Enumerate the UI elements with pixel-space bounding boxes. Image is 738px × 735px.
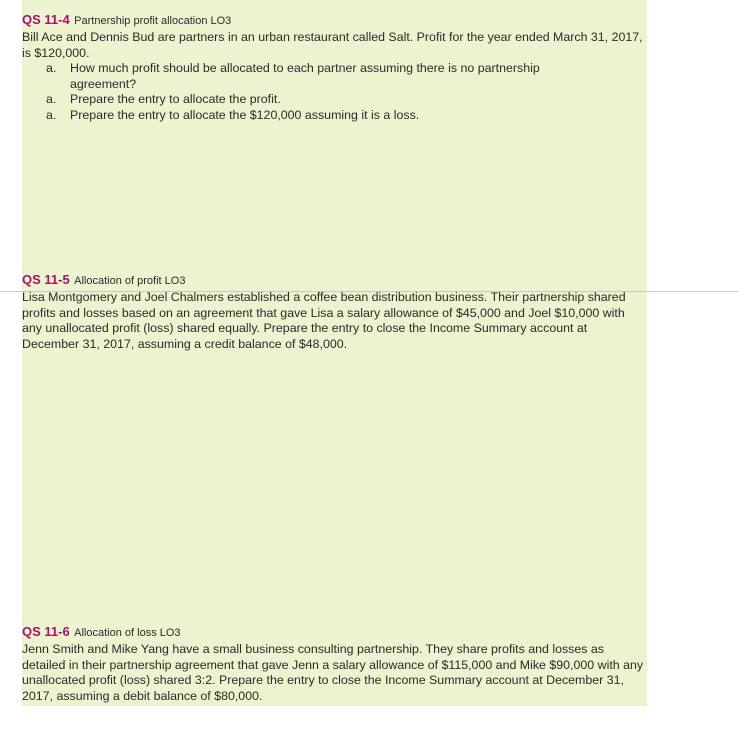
question-body: Bill Ace and Dennis Bud are partners in an urban restaurant called Salt. Profit for the year ended March 31, 2017, is $120,000. bbox=[22, 30, 643, 60]
question-items bbox=[22, 61, 647, 123]
list-item-text: Prepare the entry to allocate the profit. bbox=[70, 92, 281, 107]
question-body: Jenn Smith and Mike Yang have a small business consulting partnership. They share profits and losses as detailed in their partnership agreement that gave Jenn a salary allowance of $115,000 and Mike $90,000 with any unallocated profit (loss) shared 3:2. Prepare the entry to close the Income Summary account at December 31, 2017, assuming a debit balance of $80,000. bbox=[22, 642, 644, 703]
question-code: QS 11-6 bbox=[22, 624, 70, 639]
list-marker: a. bbox=[46, 61, 57, 76]
list-item bbox=[22, 92, 647, 108]
question-heading bbox=[22, 272, 647, 289]
list-item bbox=[22, 61, 647, 92]
list-item bbox=[22, 108, 647, 124]
question-heading bbox=[22, 624, 647, 641]
question-code: QS 11-4 bbox=[22, 12, 70, 27]
list-marker: a. bbox=[46, 92, 57, 107]
question-code: QS 11-5 bbox=[22, 272, 70, 287]
question-heading bbox=[22, 12, 647, 29]
question-qs-11-4 bbox=[22, 12, 647, 124]
question-subtitle: Allocation of profit LO3 bbox=[74, 275, 186, 287]
question-qs-11-5 bbox=[22, 272, 647, 352]
question-body: Lisa Montgomery and Joel Chalmers established a coffee bean distribution business. Their partnership shared profits and losses based on an agreement that gave Lisa a salary allowance of $45,000 and Joel $10,000 with any unallocated profit (loss) shared equally. Prepare the entry to close the Income Summary account at December 31, 2017, assuming a credit balance of $48,000. bbox=[22, 290, 626, 351]
question-subtitle: Partnership profit allocation LO3 bbox=[74, 15, 232, 27]
list-item-text: How much profit should be allocated to each partner assuming there is no partnership agreement? bbox=[70, 61, 540, 91]
question-qs-11-6 bbox=[22, 624, 647, 704]
list-item-text: Prepare the entry to allocate the $120,000 assuming it is a loss. bbox=[70, 107, 420, 122]
list-marker: a. bbox=[46, 107, 57, 122]
question-subtitle: Allocation of loss LO3 bbox=[74, 627, 181, 639]
